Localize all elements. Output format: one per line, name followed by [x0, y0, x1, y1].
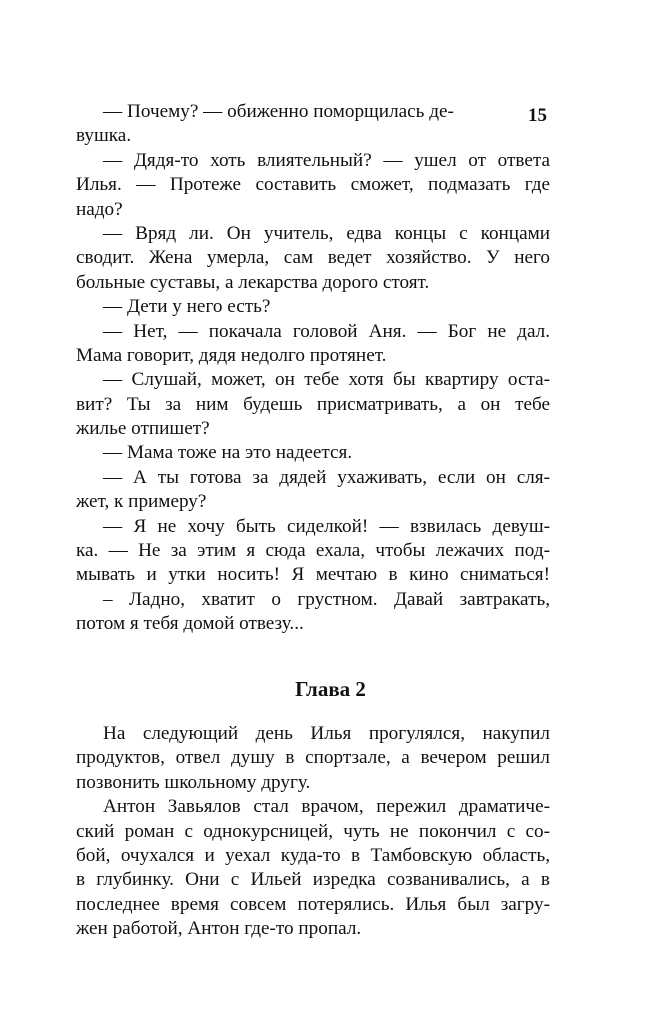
chapter-text-block — [76, 722, 550, 942]
text-line: ский роман с однокурсницей, чуть не покончил с со- — [76, 820, 550, 842]
text-line: бой, очухался и уехал куда-то в Тамбовскую область, — [76, 844, 550, 866]
text-line: вит? Ты за ним будешь присматривать, а он тебе — [76, 393, 550, 415]
text-line: На следующий день Илья прогулялся, накупил — [103, 723, 550, 744]
text-line: жен работой, Антон где-то пропал. — [76, 918, 362, 940]
text-line: — А ты готова за дядей ухаживать, если он сля- — [103, 466, 550, 488]
text-line: потом я тебя домой отвезу... — [76, 613, 304, 635]
text-line: в глубинку. Они с Ильей изредка созванивались, а в — [76, 869, 550, 891]
dialogue-text-block — [76, 100, 550, 637]
text-line: позвонить школьному другу. — [76, 771, 311, 793]
text-line: вушка. — [76, 125, 132, 147]
text-line: — Мама тоже на это надеется. — [103, 442, 353, 464]
text-line: — Дядя-то хоть влиятельный? — ушел от ответа — [103, 149, 550, 171]
text-line: жилье отпишет? — [76, 418, 210, 440]
text-line: — Нет, — покачала головой Аня. — Бог не дал. — [103, 320, 550, 342]
text-line: жет, к примеру? — [76, 491, 207, 513]
text-line: — Вряд ли. Он учитель, едва концы с концами — [103, 222, 550, 244]
text-line: Мама говорит, дядя недолго протянет. — [76, 344, 387, 366]
text-line: Илья. — Протеже составить сможет, подмазать где — [76, 174, 550, 196]
text-line: продуктов, отвел душу в спортзале, а вечером решил — [76, 747, 550, 769]
page-number: 15 — [528, 105, 547, 126]
text-line: сводит. Жена умерла, сам ведет хозяйство. У него — [76, 247, 550, 269]
text-line: – Ладно, хватит о грустном. Давай завтракать, — [103, 588, 550, 610]
text-line: последнее время совсем потерялись. Илья был загру- — [76, 893, 550, 915]
text-line: ка. — Не за этим я сюда ехала, чтобы лежачих под- — [76, 540, 550, 562]
text-line: больные суставы, а лекарства дорого стоят. — [76, 271, 430, 293]
text-line: мывать и утки носить! Я мечтаю в кино сниматься! — [76, 564, 550, 586]
text-line: надо? — [76, 198, 123, 220]
text-line: — Слушай, может, он тебе хотя бы квартиру оста- — [103, 369, 550, 391]
text-line: Антон Завьялов стал врачом, пережил драматиче- — [103, 796, 550, 818]
text-line: — Почему? — обиженно поморщилась де- — [103, 101, 454, 122]
text-line: — Дети у него есть? — [103, 296, 271, 318]
chapter-title: Глава 2 — [295, 677, 366, 701]
text-line: — Я не хочу быть сиделкой! — взвилась девуш- — [103, 515, 550, 537]
